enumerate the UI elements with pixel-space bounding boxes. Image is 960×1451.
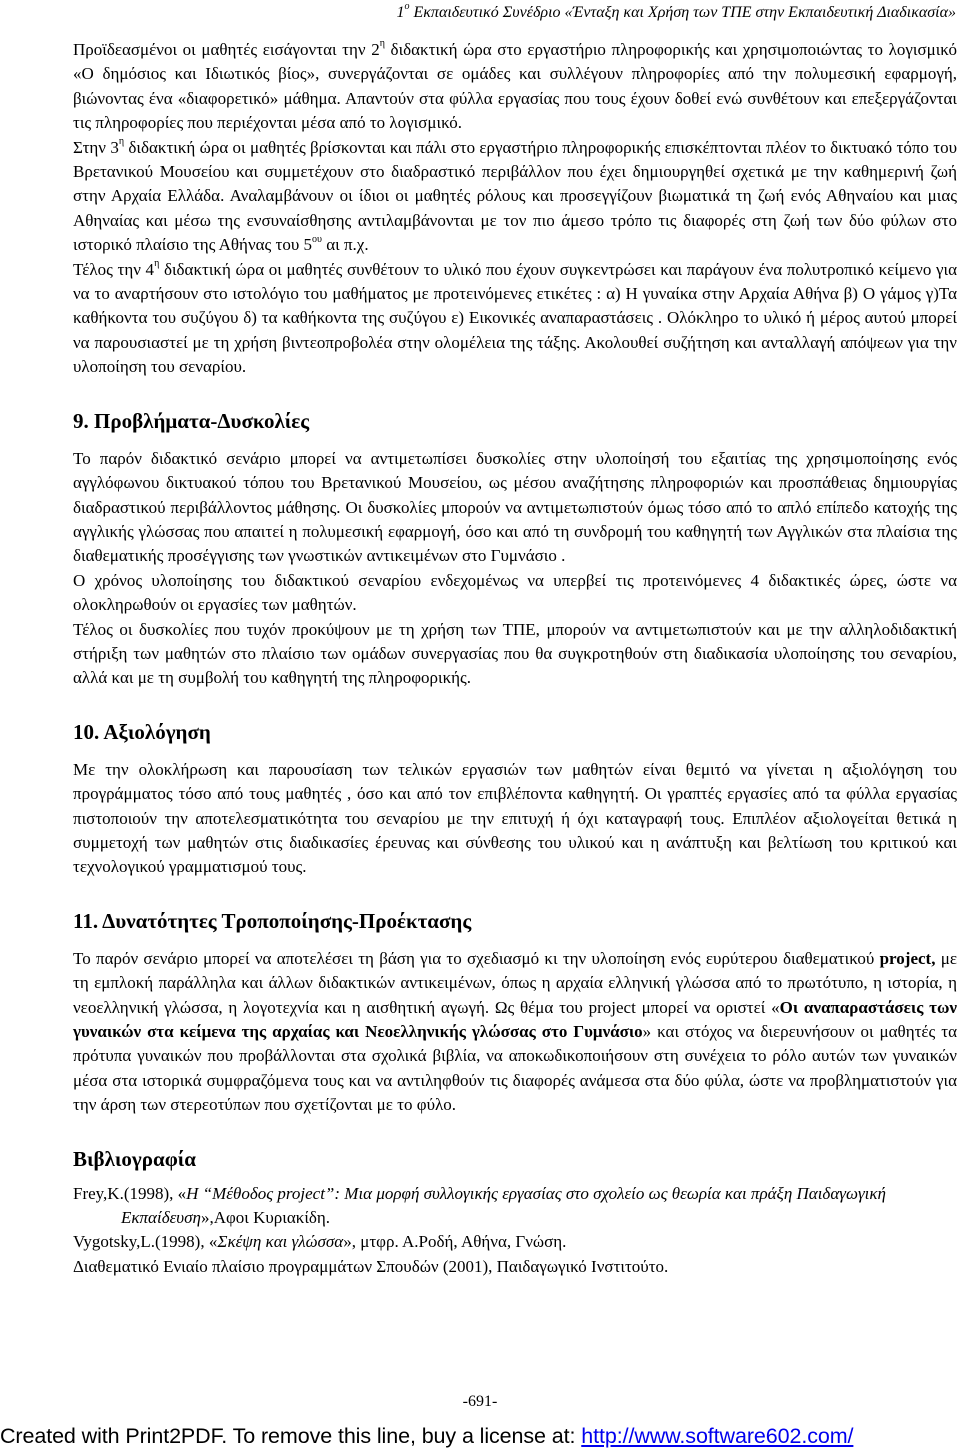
text-segment: αι π.χ. bbox=[321, 235, 369, 255]
bold-segment: project, bbox=[879, 948, 936, 968]
section-heading-evaluation: 10. Αξιολόγηση bbox=[73, 719, 211, 744]
text-segment: Τέλος την 4 bbox=[73, 259, 155, 279]
paragraph-third-hour bbox=[73, 136, 957, 258]
text-segment: διδακτική ώρα οι μαθητές βρίσκονται και πάλι στο εργαστήριο πληροφορικής επισκέπτονται πλέον το δικτυακό τόπο του Βρετανικού Μουσείου και συμμετέχουν στο διαδραστικό περιβάλλον που έχει δημιουργηθεί σχετικά με την καθημερινή ζωή στην Αρχαία Ελλάδα. Αναλαμβάνουν οι ίδιοι οι μαθητές ρόλους και προσεγγίζουν βιωματικά τη ζωή ενός Αθηναίου και μιας Αθηναίας και μέσω της ενσυναίσθησης αντιλαμβάνονται με τον πιο άμεσο τρόπο τις διαφορές στη ζωή των δύο φύλων στο ιστορικό πλαίσιο της Αθήνας του 5 bbox=[73, 137, 957, 255]
section-heading-problems: 9. Προβλήματα-Δυσκολίες bbox=[73, 408, 310, 433]
bold-segment: Οι αναπαραστάσεις των γυναικών στα κείμενα της αρχαίας και Νεοελληνικής γλώσσας στο Γυμνάσιο bbox=[73, 997, 957, 1041]
superscript: η bbox=[154, 258, 160, 269]
paragraph-extensions bbox=[73, 947, 957, 1118]
italic-segment: Η “Μέθοδος project”: Μια μορφή συλλογικής εργασίας στο σχολείο ως θεωρία και πράξη Παιδαγωγική Εκπαίδευση bbox=[121, 1183, 886, 1228]
paragraph-second-hour bbox=[73, 38, 957, 136]
page-body bbox=[73, 38, 957, 1279]
reference-frey bbox=[73, 1182, 957, 1231]
paragraph-evaluation: Με την ολοκλήρωση και παρουσίαση των τελικών εργασιών των μαθητών είναι θεμιτό να γίνεται η αξιολόγηση του προγράμματος τόσο από τους μαθητές , όσο και από τον επιβλέποντα καθηγητή. Οι γραπτές εργασίες από τα φύλλα εργασίας πιστοποιούν την αποτελεσματικότητα του σεναρίου με την επιτυχή ή όχι καταγραφή τους. Επιπλέον αξιολογείται θετικά η συμμετοχή των μαθητών στις διαδικασίες έρευνας και σύνθεσης του υλικού και η ανάπτυξη και βελτίωση του κριτικού και τεχνολογικού γραμματισμού τους. bbox=[73, 759, 957, 877]
superscript: η bbox=[379, 38, 385, 50]
superscript: ου bbox=[312, 233, 322, 245]
reference-curriculum: Διαθεματικό Ενιαίο πλαίσιο προγραμμάτων Σπουδών (2001), Παιδαγωγικό Ινστιτούτο. bbox=[73, 1256, 669, 1276]
watermark-link[interactable]: http://www.software602.com/ bbox=[581, 1424, 854, 1448]
section-heading-extensions: 11. Δυνατότητες Τροποποίησης-Προέκτασης bbox=[73, 908, 472, 933]
text-segment: με τη εμπλοκή παράλληλα και άλλων διδακτικών αντικειμένων, όπως η αρχαία ελληνική γλώσσα από το πρωτότυπο, η ιστορία, η νεοελληνική γλώσσα, η λογοτεχνία και η αισθητική αγωγή. Ως θέμα του project μπορεί να οριστεί « bbox=[73, 948, 957, 1017]
paragraph-problems-1: Το παρόν διδακτικό σενάριο μπορεί να αντιμετωπίσει δυσκολίες στην υλοποίησή του εξαιτίας της χρησιμοποίησης ενός αγγλόφωνου δικτυακού τόπου του Βρετανικού Μουσείου, ως μέσου αναζήτησης πληροφοριών και προσπάθειας δημιουργίας διαδραστικού περιβάλλοντος μάθησης. Οι δυσκολίες μπορούν να αντιμετωπιστούν όμως τόσο από το απλό επίπεδο κατοχής της αγγλικής γλώσσας που απαιτεί η πολυμεσική εφαρμογή, όσο και από τη συνδρομή του καθηγητή των Αγγλικών στα πλαίσια της διαθεματικής προσέγγισης των γνωστικών αντικειμένων στο Γυμνάσιο . bbox=[73, 448, 957, 566]
running-header bbox=[396, 0, 956, 22]
text-segment: » και στόχος να διερευνήσουν οι μαθητές τα πρότυπα γυναικών που προβάλλονται στα σχολικά βιβλία, να αποκωδικοποιήσουν στη συνέχεια το ρόλο αυτών των γυναικών μέσα στα ιστορικά συμφραζόμενα τους και να αντιληφθούν τις διαφορές ανάμεσα στα δύο φύλα, ώστε να προβληματιστούν για την άρση των στερεοτύπων που σχετίζονται με το φύλο. bbox=[73, 1022, 957, 1115]
reference-vygotsky bbox=[73, 1230, 957, 1254]
page-number: -691- bbox=[462, 1393, 498, 1410]
section-heading-bibliography: Βιβλιογραφία bbox=[73, 1146, 197, 1171]
text-segment: », μτφρ. Α.Ροδή, Αθήνα, Γνώση. bbox=[343, 1232, 567, 1252]
italic-segment: Σκέψη και γλώσσα bbox=[217, 1232, 344, 1252]
superscript: η bbox=[118, 135, 125, 147]
text-segment: Στην 3 bbox=[73, 137, 119, 157]
text-segment: Το παρόν σενάριο μπορεί να αποτελέσει τη βάση για το σχεδιασμό κι την υλοποίηση ενός ευρύτερου διαθεματικού bbox=[73, 948, 880, 968]
header-title: Εκπαιδευτικό Συνέδριο «Ένταξη και Χρήση των ΤΠΕ στην Εκπαιδευτική Διαδικασία» bbox=[413, 4, 956, 21]
header-number: 1 bbox=[396, 4, 405, 21]
paragraph-fourth-hour bbox=[73, 258, 957, 380]
text-segment: »,Αφοι Κυριακίδη. bbox=[200, 1208, 331, 1228]
print2pdf-watermark bbox=[0, 1424, 960, 1449]
text-segment: Vygotsky,L.(1998), « bbox=[73, 1232, 218, 1252]
paragraph-problems-3: Τέλος οι δυσκολίες που τυχόν προκύψουν με τη χρήση των ΤΠΕ, μπορούν να αντιμετωπιστούν και με την αλληλοδιδακτική στήριξη των μαθητών στο πλαίσιο των ομάδων συνεργασίας που θα συγκροτηθούν στη διαδικασία υλοποίησης του σεναρίου, αλλά και με τη συμβολή του καθηγητή της πληροφορικής. bbox=[73, 619, 957, 688]
text-segment: διδακτική ώρα οι μαθητές συνθέτουν το υλικό που έχουν συγκεντρώσει και παράγουν ένα πολυτροπικό κείμενο για να το αναρτήσουν στο ιστολόγιο του μαθήματος με προτεινόμενες ετικέτες : α) Η γυναίκα στην Αρχαία Αθήνα β) Ο γάμος γ)Τα καθήκοντα του συζύγου δ) τα καθήκοντα της συζύγου ε) Εικονικές αναπαραστάσεις . Ολόκληρο το υλικό ή μέρος αυτού μπορεί να παρουσιαστεί με τη χρήση βιντεοπροβολέα στην ολομέλεια της τάξης. Ακολουθεί συζήτηση και ανταλλαγή απόψεων για την υλοποίηση του σεναρίου. bbox=[73, 259, 957, 377]
header-superscript: ο bbox=[404, 0, 410, 12]
text-segment: Frey,K.(1998), « bbox=[73, 1183, 187, 1203]
watermark-text: Created with Print2PDF. To remove this line, buy a license at: bbox=[0, 1424, 582, 1448]
text-segment: Προϊδεασμένοι οι μαθητές εισάγονται την 2 bbox=[73, 40, 380, 59]
text-segment: διδακτική ώρα στο εργαστήριο πληροφορικής και χρησιμοποιώντας το λογισμικό «Ο δημόσιος και Ιδιωτικός βίος», συνεργάζονται σε ομάδες και συλλέγουν πληροφορίες από την πολυμεσική εφαρμογή, βιώνοντας ένα «διαφορετικό» μάθημα. Απαντούν στα φύλλα εργασίας που τους έχουν δοθεί ενώ συνθέτουν και επεξεργάζονται τις πληροφορίες που περιέχονται μέσα από το λογισμικό. bbox=[73, 40, 957, 133]
paragraph-problems-2: Ο χρόνος υλοποίησης του διδακτικού σεναρίου ενδεχομένως να υπερβεί τις προτεινόμενες 4 διδακτικές ώρες, ώστε να ολοκληρωθούν οι εργασίες των μαθητών. bbox=[73, 570, 957, 615]
